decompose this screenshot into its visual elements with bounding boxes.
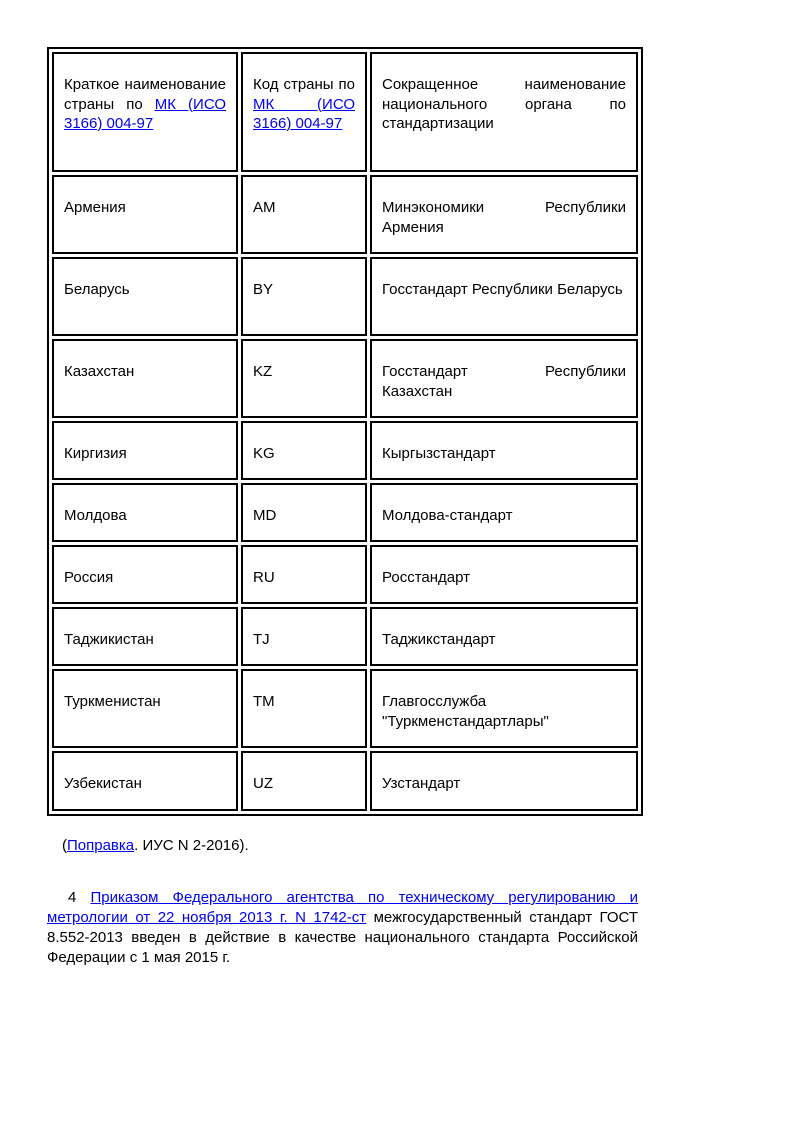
country-cell [52, 751, 238, 811]
country-cell [52, 607, 238, 666]
body-cell [370, 421, 638, 480]
order-link[interactable]: Приказом Федерального агентства по техническому регулированию и метрологии от 22 ноября 2013 г. N 1742-ст [47, 889, 639, 926]
amendment-open-paren: ( [62, 837, 67, 854]
country-cell [52, 669, 238, 748]
header-country-name-text: Краткое наименование страны по [64, 76, 226, 113]
national-body-name: Госстандарт Республики Казахстан [382, 363, 626, 400]
national-body-name: Росстандарт [382, 569, 470, 586]
country-code: TM [253, 693, 275, 710]
body-cell [370, 751, 638, 811]
country-code: MD [253, 507, 277, 524]
table-row [52, 751, 638, 811]
national-body-name: Молдова-стандарт [382, 507, 513, 524]
country-cell [52, 257, 238, 336]
country-code: RU [253, 569, 275, 586]
table-row [52, 257, 638, 336]
code-cell [241, 751, 367, 811]
code-cell [241, 545, 367, 604]
paragraph-number: 4 [68, 889, 91, 906]
country-name: Молдова [64, 507, 127, 524]
national-body-name: Таджикстандарт [382, 631, 496, 648]
national-body-name: Минэкономики Республики Армения [382, 199, 626, 236]
amendment-link[interactable]: Поправка [67, 837, 135, 854]
body-cell [370, 669, 638, 748]
code-cell [241, 421, 367, 480]
table-row [52, 607, 638, 666]
country-name: Армения [64, 199, 126, 216]
header-national-body-text: Сокращенное наименование национального органа по стандартизации [382, 76, 626, 132]
country-code: KZ [253, 363, 273, 380]
header-cell-national-body [370, 52, 638, 172]
country-cell [52, 339, 238, 418]
paragraph-4-text: межгосударственный стандарт ГОСТ 8.552-2013 введен в действие в качестве национального стандарта Российской Федерации с 1 мая 2015 г. [47, 909, 638, 966]
table-row [52, 421, 638, 480]
country-cell [52, 483, 238, 542]
paragraph-4 [47, 888, 638, 968]
country-code: KG [253, 445, 275, 462]
table-row [52, 483, 638, 542]
national-body-name: Узстандарт [382, 775, 461, 792]
code-cell [241, 483, 367, 542]
amendment-note [62, 836, 249, 856]
code-cell [241, 257, 367, 336]
country-code: AM [253, 199, 276, 216]
table-row [52, 669, 638, 748]
country-name: Таджикистан [64, 631, 154, 648]
country-name: Россия [64, 569, 114, 586]
country-cell [52, 421, 238, 480]
country-cell [52, 175, 238, 254]
country-name: Казахстан [64, 363, 135, 380]
code-cell [241, 339, 367, 418]
header-country-code-link[interactable]: МК (ИСО 3166) 004-97 [253, 95, 355, 132]
country-cell [52, 545, 238, 604]
table-row [52, 175, 638, 254]
body-cell [370, 607, 638, 666]
table-row [52, 339, 638, 418]
header-country-name-link[interactable]: МК (ИСО 3166) 004-97 [64, 95, 226, 132]
body-cell [370, 339, 638, 418]
country-code: TJ [253, 631, 270, 648]
code-cell [241, 607, 367, 666]
national-body-name: Главгосслужба "Туркменстандартлары" [382, 693, 549, 730]
country-name: Туркменистан [64, 693, 161, 710]
country-name: Киргизия [64, 445, 127, 462]
body-cell [370, 545, 638, 604]
country-code: UZ [253, 775, 273, 792]
header-cell-country-name [52, 52, 238, 172]
national-body-name: Госстандарт Республики Беларусь [382, 281, 623, 298]
table-header-row [52, 52, 638, 172]
country-name: Узбекистан [64, 775, 142, 792]
header-country-code-text: Код страны по [253, 76, 355, 93]
amendment-note-rest: . ИУС N 2-2016). [134, 837, 249, 854]
country-code: BY [253, 281, 274, 298]
table-row [52, 545, 638, 604]
country-name: Беларусь [64, 281, 130, 298]
body-cell [370, 257, 638, 336]
body-cell [370, 175, 638, 254]
code-cell [241, 669, 367, 748]
standards-bodies-table [47, 47, 643, 816]
code-cell [241, 175, 367, 254]
header-cell-country-code [241, 52, 367, 172]
national-body-name: Кыргызстандарт [382, 445, 496, 462]
body-cell [370, 483, 638, 542]
